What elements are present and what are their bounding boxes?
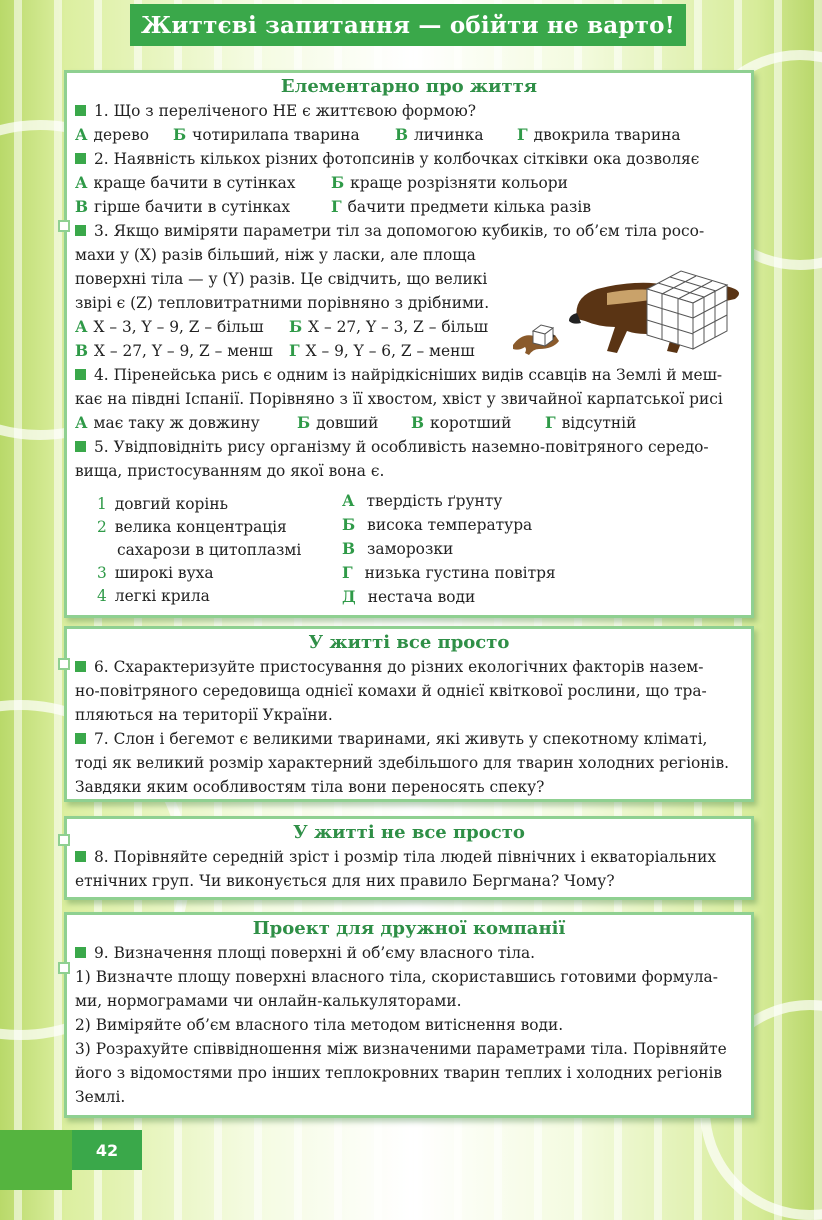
bullet-square-icon <box>75 947 86 958</box>
question-7-text: Завдяки яким особливостям тіла вони переносять спеку? <box>75 778 545 796</box>
answer-options: А краще бачити в сутінках Б краще розрізняти кольори <box>75 174 568 192</box>
section-project <box>64 912 754 1118</box>
list-item: А твердість ґрунту <box>342 492 503 510</box>
question-1: 1. Що з переліченого НЕ є життєвою формою? <box>75 99 743 123</box>
question-7-text: тоді як великий розмір характерний здебільшого для тварин холодних регіонів. <box>75 754 730 772</box>
bullet-square-icon <box>75 733 86 744</box>
list-item: 3 широкі вуха <box>97 564 214 582</box>
bullet-square-icon <box>75 105 86 116</box>
wolverine-weasel-cubes-illustration <box>507 259 752 369</box>
question-8-text: етнічних груп. Чи виконується для них правило Бергмана? Чому? <box>75 872 615 890</box>
question-6-text: пляються на території України. <box>75 706 333 724</box>
list-item: 4 легкі крила <box>97 587 210 605</box>
section-not-simple <box>64 816 754 900</box>
question-6: 6. Схарактеризуйте пристосування до різних екологічних факторів назем- <box>75 655 743 679</box>
answer-options: А має таку ж довжину Б довший В коротший Г відсутній <box>75 414 637 432</box>
section-title: У житті все просто <box>308 632 510 653</box>
step-3-text: його з відомостями про інших теплокровних тварин теплих і холодних регіонів <box>75 1064 723 1082</box>
page-number: 42 <box>72 1130 142 1170</box>
question-8: 8. Порівняйте середній зріст і розмір тіла людей північних і екваторіальних <box>75 845 743 869</box>
question-2: 2. Наявність кількох різних фотопсинів у колбочках сітківки ока дозволяє <box>75 147 743 171</box>
matching-right-column <box>342 489 556 609</box>
question-3-text: поверхні тіла — у (Y) разів. Це свідчить, що великі <box>75 270 488 288</box>
bullet-square-icon <box>75 851 86 862</box>
bullet-square-icon <box>75 153 86 164</box>
margin-marker <box>58 658 70 670</box>
step-1: 1) Визначте площу поверхні власного тіла, скориставшись готовими формула- <box>75 968 718 986</box>
list-item: 1 довгий корінь <box>97 495 228 513</box>
answer-options: А X – 3, Y – 9, Z – більш Б X – 27, Y – 3, Z – більш <box>75 318 489 336</box>
answer-options: В X – 27, Y – 9, Z – менш Г X – 9, Y – 6, Z – менш <box>75 342 475 360</box>
question-4-text: кає на півдні Іспанії. Порівняно з її хвостом, хвіст у звичайної карпатської рисі <box>75 390 723 408</box>
question-4: 4. Піренейська рись є одним із найрідкісніших видів ссавців на Землі й меш- <box>75 363 743 387</box>
section-title: Проект для дружної компанії <box>252 918 566 939</box>
step-3-text: Землі. <box>75 1088 126 1106</box>
section-title: У житті не все просто <box>293 822 525 843</box>
margin-marker <box>58 220 70 232</box>
section-title: Елементарно про життя <box>280 76 538 97</box>
step-3: 3) Розрахуйте співвідношення між визначеними параметрами тіла. Порівняйте <box>75 1040 727 1058</box>
answer-options: В гірше бачити в сутінках Г бачити предмети кілька разів <box>75 198 592 216</box>
list-item: В заморозки <box>342 540 454 558</box>
footer-bar <box>0 1130 72 1190</box>
question-9: 9. Визначення площі поверхні й об’єму власного тіла. <box>75 941 743 965</box>
list-item: Д нестача води <box>342 588 476 606</box>
bullet-square-icon <box>75 441 86 452</box>
margin-marker <box>58 834 70 846</box>
section-simple <box>64 626 754 802</box>
list-item: Б висока температура <box>342 516 533 534</box>
margin-marker <box>58 962 70 974</box>
large-cube-icon <box>647 271 727 349</box>
question-3: 3. Якщо виміряти параметри тіл за допомогою кубиків, то об’єм тіла росо- <box>75 219 743 243</box>
bullet-square-icon <box>75 661 86 672</box>
small-cube-icon <box>533 325 553 346</box>
question-6-text: но-повітряного середовища однієї комахи й однієї квіткової рослини, що тра- <box>75 682 707 700</box>
bullet-square-icon <box>75 225 86 236</box>
page-header: Життєві запитання — обійти не варто! <box>130 4 686 46</box>
list-item: сахарози в цитоплазмі <box>117 541 302 559</box>
section-elementary <box>64 70 754 618</box>
step-1-text: ми, нормограмами чи онлайн-калькуляторами. <box>75 992 462 1010</box>
question-3-text: звірі є (Z) тепловитратними порівняно з дрібними. <box>75 294 490 312</box>
answer-options: А дерево Б чотирилапа тварина В личинка Г двокрила тварина <box>75 126 681 144</box>
list-item: Г низька густина повітря <box>342 564 556 582</box>
question-5-text: вища, пристосуванням до якої вона є. <box>75 462 385 480</box>
step-2: 2) Виміряйте об’єм власного тіла методом витіснення води. <box>75 1016 564 1034</box>
matching-left-column <box>97 493 301 608</box>
question-3-text: махи у (X) разів більший, ніж у ласки, але площа <box>75 246 476 264</box>
question-5: 5. Увідповідніть рису організму й особливість наземно-повітряного середо- <box>75 435 743 459</box>
question-7: 7. Слон і бегемот є великими тваринами, які живуть у спекотному кліматі, <box>75 727 743 751</box>
list-item: 2 велика концентрація <box>97 518 287 536</box>
bullet-square-icon <box>75 369 86 380</box>
